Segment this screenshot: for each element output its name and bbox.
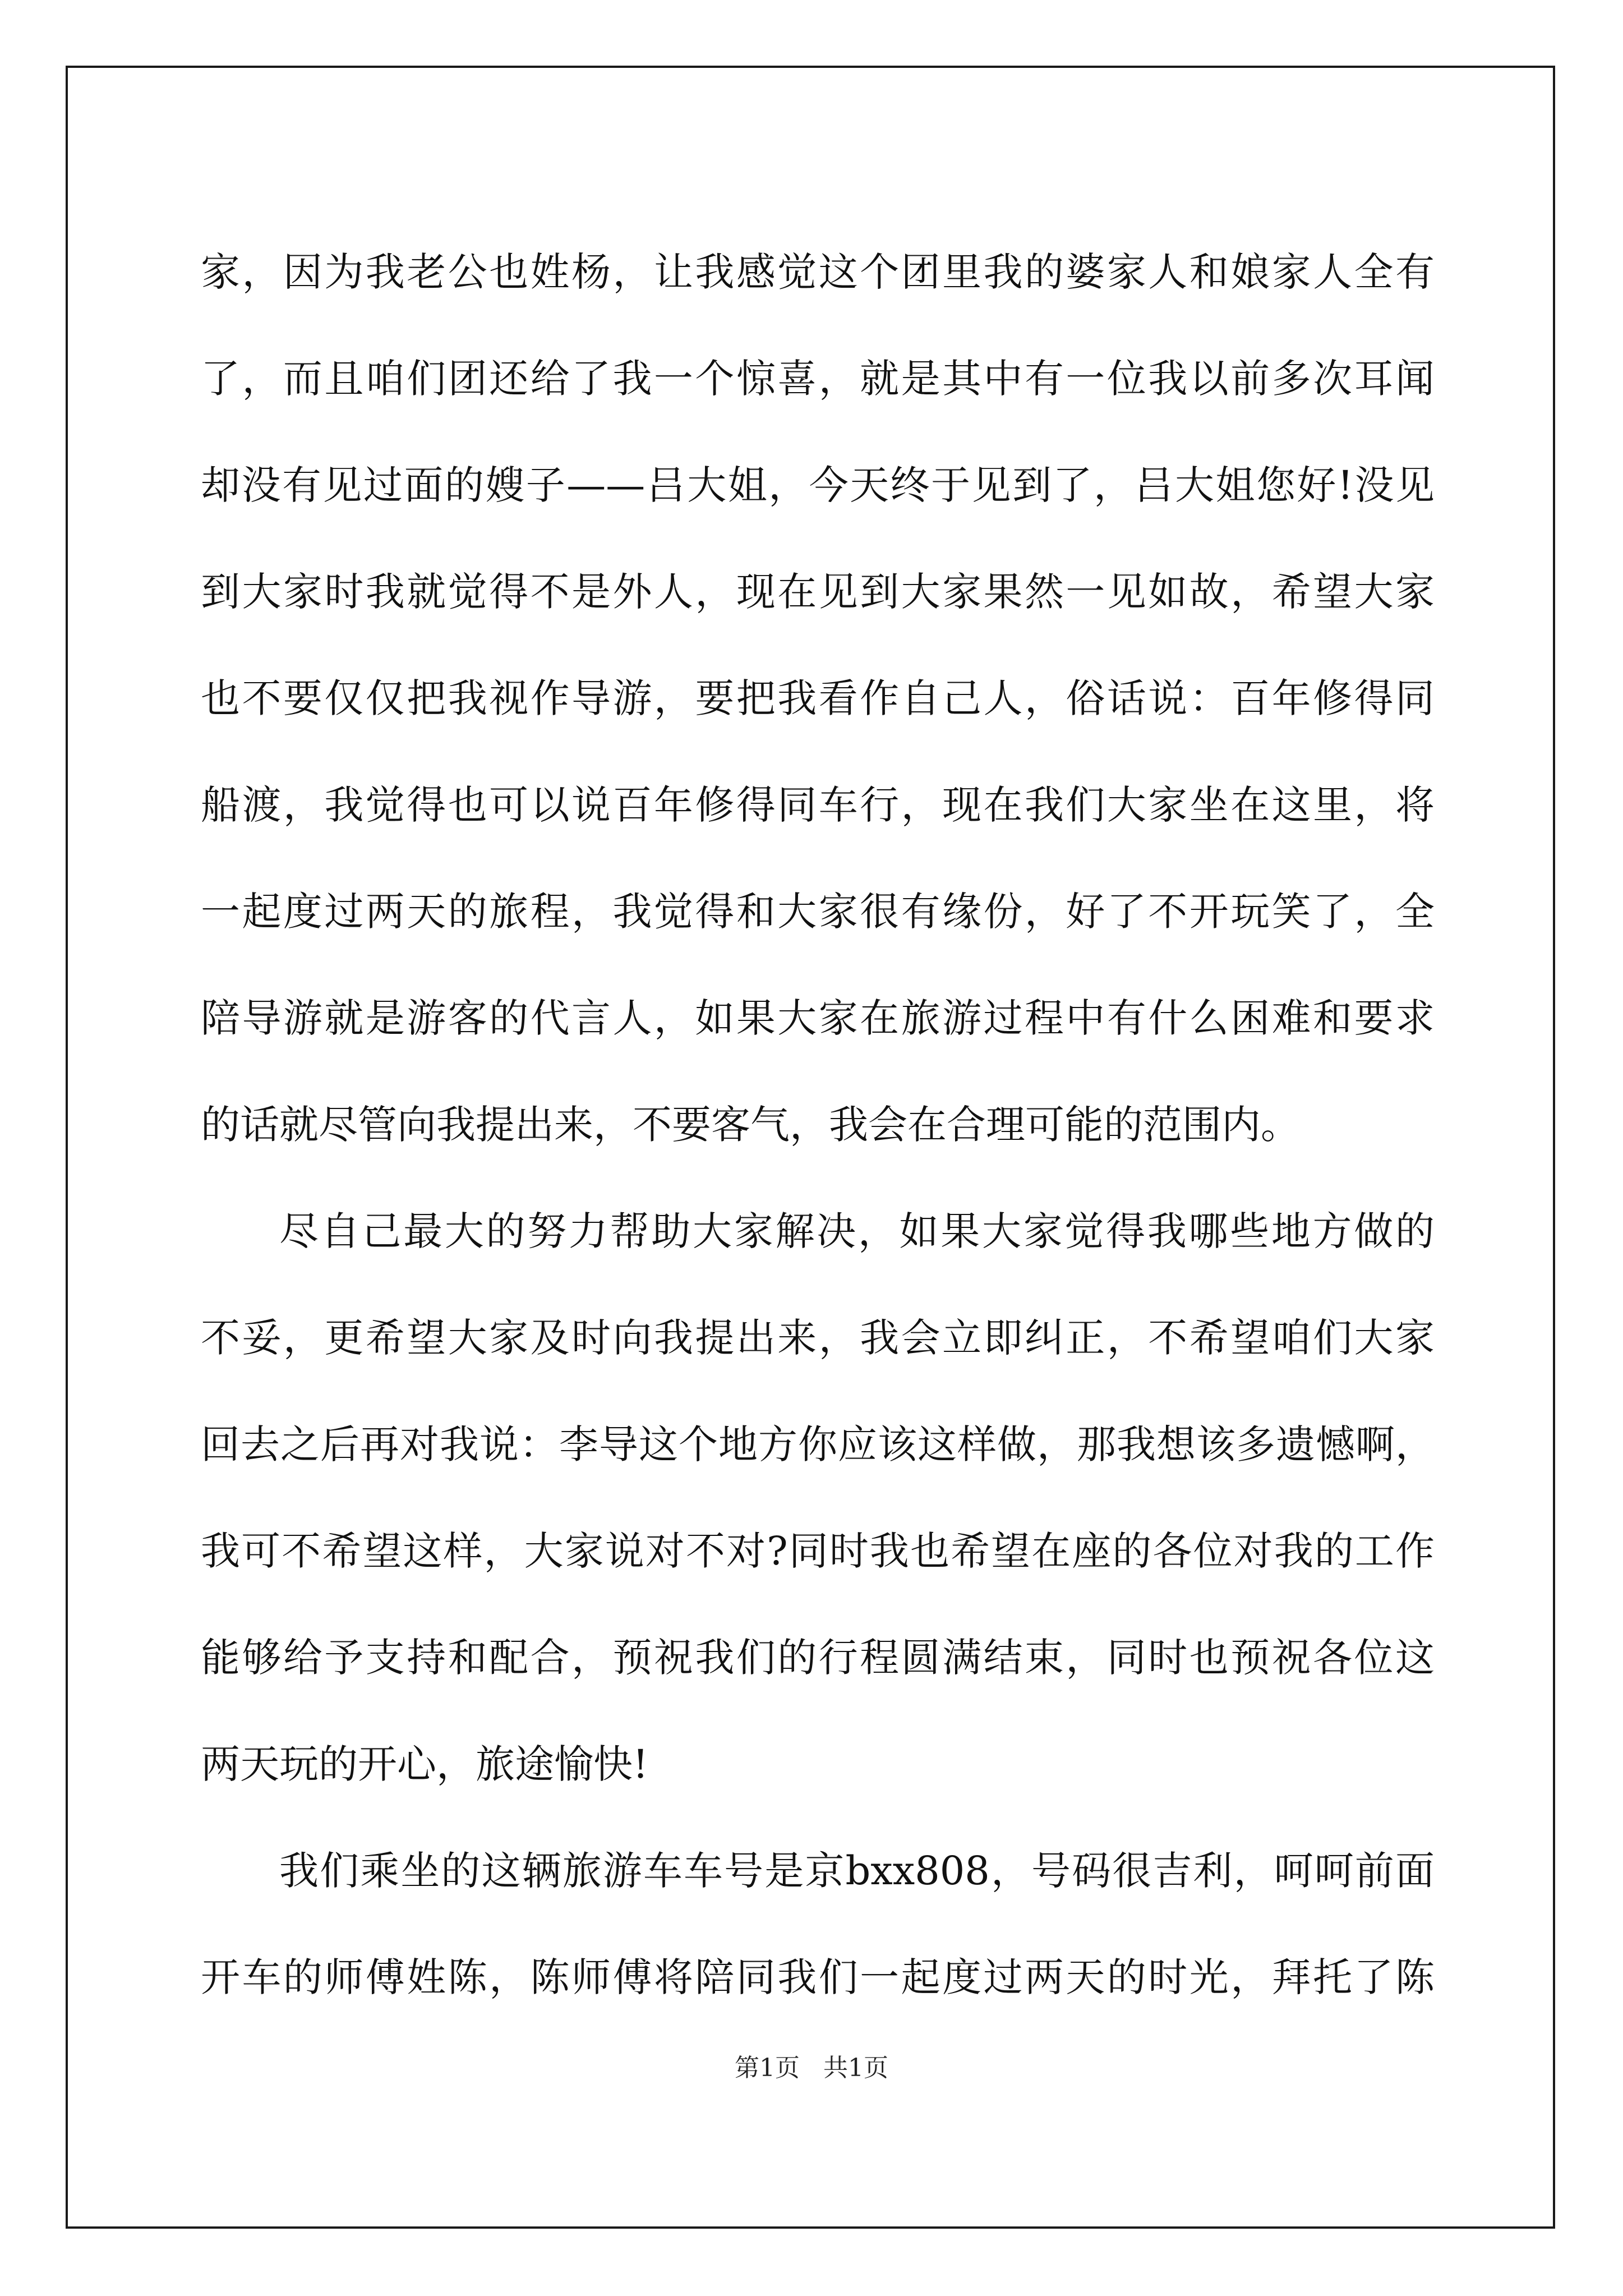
- text-line: 能够给予支持和配合，预祝我们的行程圆满结束，同时也预祝各位这: [201, 1635, 1435, 1681]
- text-line: 我们乘坐的这辆旅游车车号是京bxx808，号码很吉利，呵呵前面: [279, 1848, 1435, 1894]
- text-line: 我可不希望这样，大家说对不对?同时我也希望在座的各位对我的工作: [201, 1528, 1435, 1574]
- text-line: 尽自己最大的努力帮助大家解决，如果大家觉得我哪些地方做的: [279, 1208, 1435, 1254]
- page-number-footer: 第1页 共1页: [735, 2054, 888, 2082]
- text-line: 船渡，我觉得也可以说百年修得同车行，现在我们大家坐在这里，将: [201, 782, 1435, 828]
- text-line: 了，而且咱们团还给了我一个惊喜，就是其中有一位我以前多次耳闻: [201, 356, 1435, 402]
- text-line: 的话就尽管向我提出来，不要客气，我会在合理可能的范围内。: [201, 1102, 1300, 1148]
- text-line: 不妥，更希望大家及时向我提出来，我会立即纠正，不希望咱们大家: [201, 1315, 1435, 1361]
- text-line: 回去之后再对我说：李导这个地方你应该这样做，那我想该多遗憾啊，: [201, 1421, 1435, 1467]
- document-body: [201, 219, 1435, 2031]
- text-line: 却没有见过面的嫂子——吕大姐，今天终于见到了，吕大姐您好!没见: [201, 462, 1435, 508]
- text-line: 也不要仅仅把我视作导游，要把我看作自己人，俗话说：百年修得同: [201, 675, 1435, 721]
- text-line: 两天玩的开心，旅途愉快!: [201, 1741, 649, 1787]
- text-line: 一起度过两天的旅程，我觉得和大家很有缘份，好了不开玩笑了，全: [201, 889, 1435, 935]
- text-line: 到大家时我就觉得不是外人，现在见到大家果然一见如故，希望大家: [201, 569, 1435, 615]
- text-line: 开车的师傅姓陈，陈师傅将陪同我们一起度过两天的时光，拜托了陈: [201, 1954, 1435, 2000]
- text-line: 陪导游就是游客的代言人，如果大家在旅游过程中有什么困难和要求: [201, 995, 1435, 1041]
- text-line: 家，因为我老公也姓杨，让我感觉这个团里我的婆家人和娘家人全有: [201, 249, 1435, 295]
